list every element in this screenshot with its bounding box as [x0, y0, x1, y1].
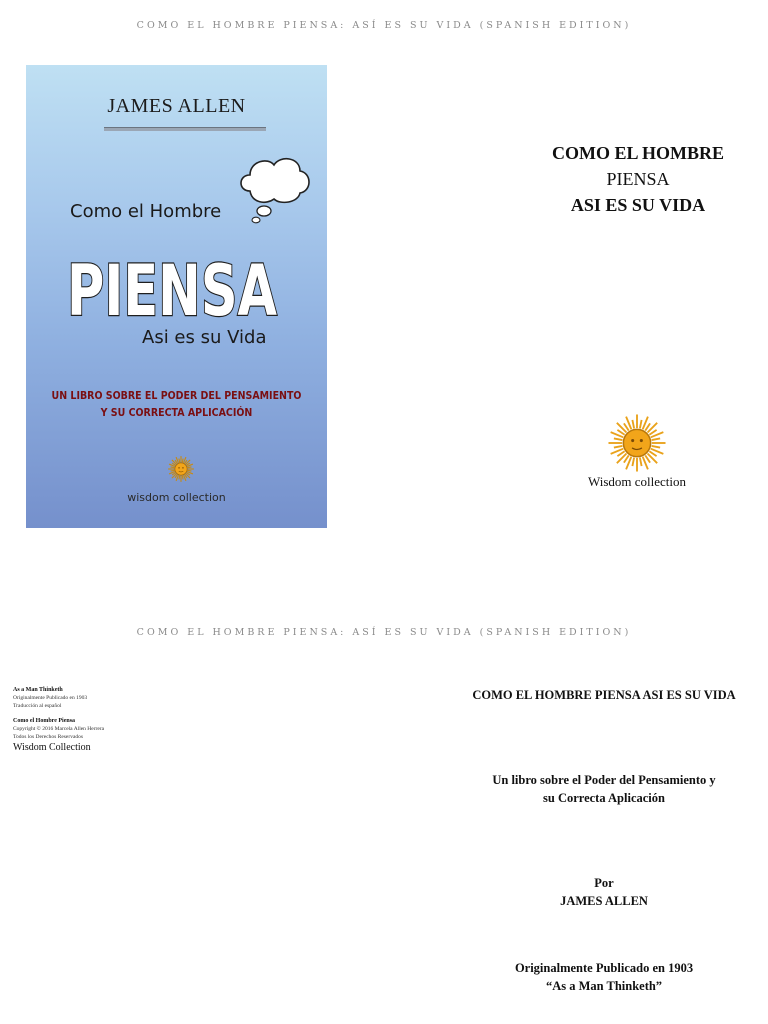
copyright-title: Como el Hombre Piensa: [13, 718, 76, 724]
cover-big-word: PIENSA: [67, 250, 277, 332]
inner-orig-line2: “As a Man Thinketh”: [545, 979, 663, 993]
book-cover: [26, 65, 327, 528]
title-page-heading: [520, 140, 756, 218]
cover-author: JAMES ALLEN: [107, 95, 246, 117]
cover-subtitle-top: Como el Hombre: [70, 201, 222, 222]
copyright-line: Copyright © 2016 Marcela Allen Herrera: [13, 726, 105, 732]
inner-description-line1: Un libro sobre el Poder del Pensamiento y: [492, 773, 716, 787]
cover-divider: [104, 127, 266, 131]
inner-description: [448, 771, 760, 807]
cover-subtitle-bottom: Asi es su Vida: [142, 327, 267, 348]
cover-tagline-line1: UN LIBRO SOBRE EL PODER DEL PENSAMIENTO: [51, 389, 302, 402]
running-head-middle: COMO EL HOMBRE PIENSA: ASÍ ES SU VIDA (SPANISH EDITION): [136, 627, 632, 638]
sun-emblem-icon: [167, 455, 195, 483]
copyright-orig-published: Originalmente Publicado en 1903: [13, 695, 88, 701]
title-line-3: ASI ES SU VIDA: [570, 195, 706, 215]
title-page-publisher: Wisdom collection: [587, 474, 687, 489]
sun-emblem-icon: [606, 412, 668, 474]
cover-tagline: [47, 387, 306, 421]
title-line-2: PIENSA: [606, 169, 670, 189]
copyright-block: [13, 686, 213, 755]
title-line-1: COMO EL HOMBRE: [551, 143, 724, 163]
inner-byline: [448, 874, 760, 910]
cover-publisher: wisdom collection: [127, 491, 226, 504]
inner-por: Por: [594, 876, 614, 890]
copyright-rights: Todos los Derechos Reservados: [13, 734, 84, 740]
copyright-collection: Wisdom Collection: [13, 742, 91, 753]
inner-author: JAMES ALLEN: [560, 894, 648, 908]
thought-cloud-icon: [234, 151, 312, 223]
inner-description-line2: su Correcta Aplicación: [543, 791, 665, 805]
copyright-orig-title: As a Man Thinketh: [13, 687, 63, 693]
inner-original: [448, 959, 760, 995]
inner-title: COMO EL HOMBRE PIENSA ASI ES SU VIDA: [472, 688, 736, 702]
inner-orig-line1: Originalmente Publicado en 1903: [514, 961, 694, 975]
copyright-translation: Traducción al español: [13, 703, 62, 709]
cover-title-piensa: [62, 223, 282, 332]
running-head-top: COMO EL HOMBRE PIENSA: ASÍ ES SU VIDA (SPANISH EDITION): [136, 20, 632, 31]
cover-tagline-line2: Y SU CORRECTA APLICACIÓN: [100, 406, 253, 419]
